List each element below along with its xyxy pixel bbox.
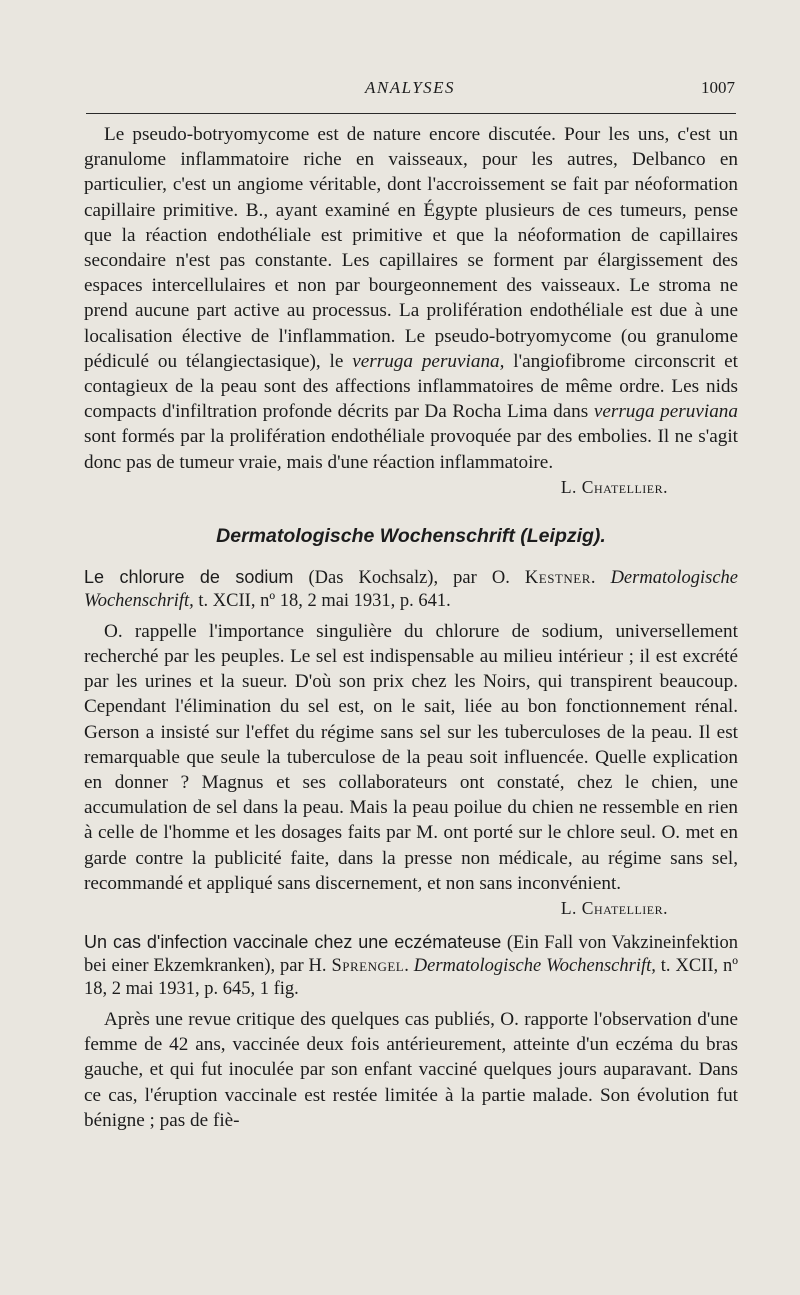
article3-paragraph: Après une revue critique des quelques cas publiés, O. rapporte l'observation d'une femme de 42 ans, vaccinée deux fois antérieurement, atteinte d'un eczéma du bras gauche, et qui fut inoculée par son enfant vacciné quelques jours auparavant. Dans ce cas, l'éruption vaccinale est restée limitée à la partie malade. Son évolution fut bénigne ; pas de fiè- (84, 1009, 738, 1131)
article1-text-part1: Le pseudo-botryomycome est de nature encore discutée. Pour les uns, c'est un granulome inflammatoire riche en vaisseaux, pour les autres, Delbanco en particulier, c'est un angiome véritable, dont l'accroissement se fait par néoformation capillaire primitive. B., ayant examiné en Égypte plusieurs de ces tumeurs, pense que la réaction endothéliale est primitive et que la néoformation de capillaires secondaire n'est pas constante. Les capillaires se forment par élargissement des espaces intercellulaires et non par bourgeonnement des vaisseaux. Le stroma ne prend aucune part active au processus. La prolifération endothéliale est due à une localisation élective de l'inflammation. Le pseudo-botryomycome (ou granulome pédiculé ou télangiectasique), le (84, 124, 738, 372)
article1-italic-term-2: verruga peruviana (593, 401, 738, 423)
article2-paragraph: O. rappelle l'importance singulière du chlorure de sodium, universellement recherché par les peuples. Le sel est indispensable au milieu intérieur ; il est excrété par les urines et la sueur. D'où son prix chez les Noirs, qui transpirent beaucoup. Cependant l'élimination du sel est, on le sait, liée au bon fonctionnement rénal. Gerson a insisté sur l'effet du régime sans sel sur les tuberculoses de la peau. Il est remarquable que seule la tuberculose de la peau soit influencée. Quelle explication en donner ? Magnus et ses collaborateurs ont constaté, chez le chien, une accumulation de sel dans la peau. Mais la peau poilue du chien ne ressemble en rien à celle de l'homme et les dosages faits par M. ont porté sur le chlore seul. O. met en garde contre la publicité faite, dans la presse non médicale, au régime sans sel, recommandé et appliqué sans discernement, et non sans inconvénient. (84, 620, 738, 894)
article2-title: Le chlorure de sodium (84, 566, 294, 587)
article3-citation: t. XCII, nº 18, 2 mai 1931, p. 645, 1 fig. (84, 956, 738, 1000)
article1-paragraph (84, 122, 738, 475)
running-title: ANALYSES (364, 78, 456, 97)
article2-heading: Le chlorure de sodium (Das Kochsalz), par O. Kestner. Dermatologische Wochenschrift, t. XCII, nº 18, 2 mai 1931, p. 641. (84, 566, 738, 611)
article2-citation: t. XCII, nº 18, 2 mai 1931, p. 641. (193, 590, 451, 611)
page-body (84, 122, 738, 1133)
article2-signature: L. Chatellier. (560, 898, 668, 919)
article1-text-part3: sont formés par la prolifération endothéliale provoquée par des embolies. Il ne s'agit donc pas de tumeur vraie, mais d'une réaction inflammatoire. (84, 426, 738, 473)
article3-heading: Un cas d'infection vaccinale chez une eczémateuse (Ein Fall von Vakzineinfektion bei einer Ekzemkranken), par H. Sprengel. Dermatologische Wochenschrift, t. XCII, nº 18, 2 mai 1931, p. 645, 1 fig. (84, 932, 739, 1000)
article2-author: Kestner (524, 567, 591, 588)
article3-original-title: (Ein Fall von Vakzineinfektion bei einer Ekzemkranken), par H. (84, 933, 739, 977)
article3-journal: Dermatologische Wochenschrift, (413, 956, 656, 977)
article3-title: Un cas d'infection vaccinale chez une eczémateuse (84, 932, 502, 953)
page-number: 1007 (701, 78, 735, 97)
article1-italic-term: verruga peruviana, (352, 350, 505, 372)
article1-signature: L. Chatellier. (560, 476, 668, 497)
article1-text-part2: l'angiofibrome circonscrit et contagieux de la peau sont des affections inflammatoires de même ordre. Les nids compacts d'infiltration profonde décrits par Da Rocha Lima dans (84, 350, 738, 423)
header-rule (86, 113, 736, 114)
article2-journal: Dermatologische Wochenschrift, (84, 567, 738, 611)
journal-heading: Dermatologische Wochenschrift (Leipzig). (216, 524, 606, 547)
page-header (85, 78, 735, 102)
article2-original-title: (Das Kochsalz), par O. (293, 567, 525, 588)
article3-author: Sprengel (331, 956, 405, 977)
